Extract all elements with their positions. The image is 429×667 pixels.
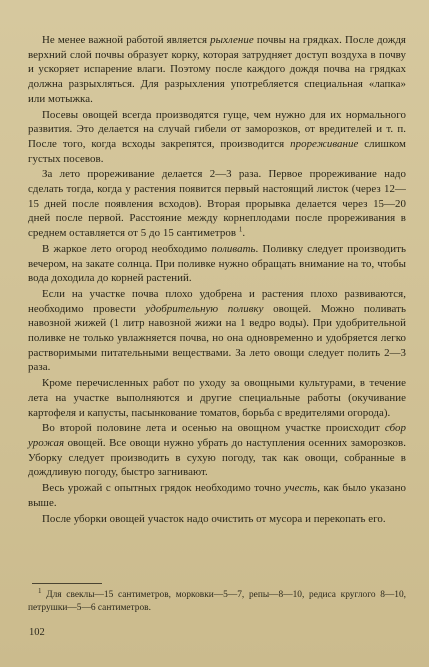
paragraph-thinning-intro — [28, 108, 406, 167]
paragraph-thinning-schedule — [28, 167, 406, 241]
text-run: За лето прореживание делается 2—3 раза. Первое прореживание надо сделать тогда, когда у растения появится первый настоящий листок (через 12—15 дней после появления всходов). Вторая прорывка делается через 15—20 дней после первой. Расстояние между корнеплодами после прореживания в среднем оставляется от 5 до 15 сантиметров — [28, 168, 406, 240]
footnote-marker: 1 — [38, 586, 42, 595]
text-run: почвы на грядках. После дождя верхний слой почвы образует корку, которая затрудняет доступ воздуха в почву и ускоряет испарение влаги. Поэтому после каждого дождя почва на грядках должна разрыхляться. Для разрыхления употребляется специальная «лапка» или мотыжка. — [28, 34, 406, 105]
footnote — [28, 586, 406, 614]
text-run: . — [242, 227, 246, 240]
text-run: Не менее важной работой является — [42, 34, 211, 46]
main-text — [28, 33, 406, 526]
text-run: В жаркое лето огород необходимо — [42, 242, 212, 255]
text-run: После уборки овощей участок надо очистить от мусора и перекопать его. — [42, 512, 386, 525]
text-run: Если на участке почва плохо удобрена и растения плохо развиваются, необходимо провести — [28, 287, 406, 315]
paragraph-fertilizing-watering — [28, 287, 406, 375]
paragraph-other-works — [28, 376, 406, 420]
text-run: , как было указано выше. — [28, 482, 406, 509]
emphasized-term: прореживание — [290, 137, 359, 150]
text-run: Кроме перечисленных работ по уходу за овощными культурами, в течение лета на участке выполняются и другие специальные работы (окучивание картофеля и капусты, пасынкование томатов, борьба с вредителями огорода). — [28, 377, 406, 419]
text-run: слишком густых посевов. — [28, 137, 406, 165]
emphasized-term: рыхление — [210, 34, 254, 46]
paragraph-loosening — [28, 33, 406, 107]
footnote-divider — [32, 583, 102, 584]
text-run: овощей. Все овощи нужно убрать до наступления осенних заморозков. Уборку следует производить в сухую погоду, так как овощи, собранные в дождливую погоду, быстро загнивают. — [28, 436, 406, 479]
page-number: 102 — [29, 627, 45, 638]
text-run: Во второй половине лета и осенью на овощном участке происходит — [42, 422, 385, 435]
paragraph-harvest-accounting — [28, 481, 406, 510]
paragraph-watering — [28, 242, 406, 286]
emphasized-term: учесть — [284, 482, 318, 495]
text-run: Посевы овощей всегда производятся гуще, чем нужно для их нормального развития. Это делается на случай гибели от заморозков, от вредителей и т. п. После того, когда всходы закрепятся, производится — [28, 108, 406, 150]
emphasized-term: сбор урожая — [28, 422, 406, 449]
paragraph-cleanup — [28, 512, 406, 527]
footnote-marker: 1 — [238, 225, 243, 234]
emphasized-term: удобрительную поливку — [145, 302, 264, 315]
text-run: Для свеклы—15 сантиметров, морковки—5—7, репы—8—10, редиса круглого 8—10, петрушки—5—6 сантиметров. — [28, 590, 406, 613]
text-run: . Поливку следует производить вечером, на закате солнца. При поливке нужно обращать внимание на то, чтобы вода доходила до корней растений. — [28, 242, 406, 285]
paragraph-harvest — [28, 421, 406, 480]
emphasized-term: поливать — [211, 242, 256, 255]
text-run: Весь урожай с опытных грядок необходимо точно — [42, 482, 285, 495]
text-run: овощей. Можно поливать навозной жижей (1 литр навозной жижи на 1 ведро воды). При удобрительной поливке не только увлажняется почва, но она одновременно и удобряется легко растворимыми питательными веществами. За лето овощи следует полить 2—3 раза. — [28, 302, 406, 374]
